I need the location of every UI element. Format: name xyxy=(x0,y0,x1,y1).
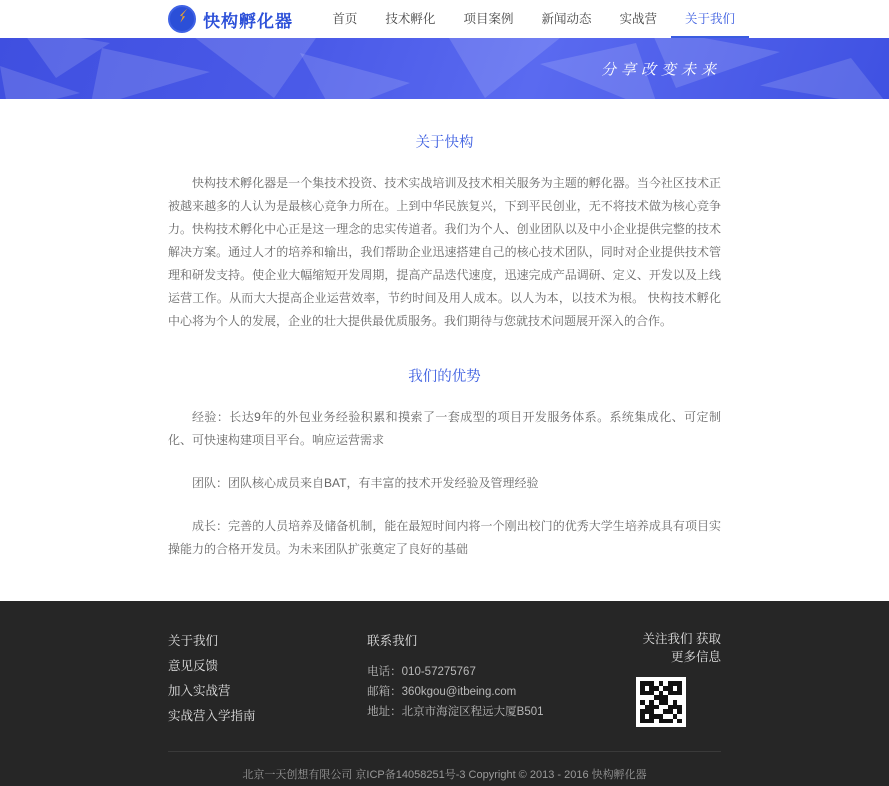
footer-qr-title: 关注我们 获取更多信息 xyxy=(642,632,721,664)
footer-links-column xyxy=(168,629,367,729)
about-section-title: 关于快构 xyxy=(415,135,474,151)
site-footer xyxy=(0,601,889,786)
site-header xyxy=(0,0,889,38)
advantage-item-growth: 成长：完善的人员培养及储备机制，能在最短时间内将一个刚出校门的优秀大学生培养成具有项目实操能力的合格开发员。为未来团队扩张奠定了良好的基础 xyxy=(168,519,721,556)
footer-contact-column xyxy=(367,629,636,729)
nav-item-home[interactable]: 首页 xyxy=(332,12,358,26)
qr-code-icon xyxy=(636,677,686,727)
footer-contact-email: 邮箱：360kgou@itbeing.com xyxy=(367,686,517,698)
footer-link-about[interactable]: 关于我们 xyxy=(168,634,219,648)
about-paragraph: 快构技术孵化器是一个集技术投资、技术实战培训及技术相关服务为主题的孵化器。当今社区技术正被越来越多的人认为是最核心竞争力所在。上到中华民族复兴，下到平民创业，无不将技术做为核心竞争力。快构技术孵化中心正是这一理念的忠实传道者。我们为个人、创业团队以及中小企业提供完整的技术解决方案。通过人才的培养和输出，我们帮助企业迅速搭建自己的核心技术团队，同时对企业提供技术管理和研发支持。使企业大幅缩短开发周期，提高产品迭代速度，迅速完成产品调研、定义、开发以及上线运营工作。从而大大提高企业运营效率，节约时间及用人成本。以人为本，以技术为根。 快构技术孵化中心将为个人的发展，企业的壮大提供最优质服务。我们期待与您就技术问题展开深入的合作。 xyxy=(168,176,721,328)
footer-link-join-bootcamp[interactable]: 加入实战营 xyxy=(168,684,231,698)
main-navigation xyxy=(318,0,749,38)
advantages-section-title: 我们的优势 xyxy=(408,369,481,385)
nav-item-about[interactable]: 关于我们 xyxy=(671,0,749,38)
hero-banner xyxy=(0,38,889,99)
nav-item-cases[interactable]: 项目案例 xyxy=(463,12,514,26)
footer-qr-column xyxy=(636,629,721,729)
logo[interactable] xyxy=(168,5,293,33)
footer-contact-phone: 电话：010-57275767 xyxy=(367,666,476,678)
decorative-polygon xyxy=(760,58,889,99)
copyright-text: 北京一天创想有限公司 京ICP备14058251号-3 Copyright © 2013 - 2016 快构孵化器 xyxy=(242,769,647,781)
footer-contact-title: 联系我们 xyxy=(367,634,418,648)
logo-text: 快构孵化器 xyxy=(203,11,293,31)
decorative-polygon xyxy=(20,38,110,78)
footer-link-feedback[interactable]: 意见反馈 xyxy=(168,659,219,673)
nav-item-bootcamp[interactable]: 实战营 xyxy=(619,12,657,26)
nav-item-news[interactable]: 新闻动态 xyxy=(541,12,592,26)
banner-slogan: 分享改变未来 xyxy=(600,62,721,78)
decorative-polygon xyxy=(90,48,210,99)
advantage-item-experience: 经验：长达9年的外包业务经验积累和摸索了一套成型的项目开发服务体系。系统集成化、可定制化、可快速构建项目平台。响应运营需求 xyxy=(168,410,721,447)
footer-columns xyxy=(168,601,721,729)
advantages-list xyxy=(168,406,721,561)
decorative-polygon xyxy=(300,53,410,99)
nav-item-incubation[interactable]: 技术孵化 xyxy=(385,12,436,26)
footer-link-bootcamp-guide[interactable]: 实战营入学指南 xyxy=(168,709,256,723)
decorative-polygon xyxy=(0,66,80,99)
advantage-item-team: 团队：团队核心成员来自BAT，有丰富的技术开发经验及管理经验 xyxy=(192,476,539,490)
footer-contact-address: 地址：北京市海淀区程远大厦B501 xyxy=(367,706,544,718)
bolt-circle-icon xyxy=(168,5,196,33)
decorative-polygon xyxy=(410,38,560,98)
main-content xyxy=(0,131,889,601)
